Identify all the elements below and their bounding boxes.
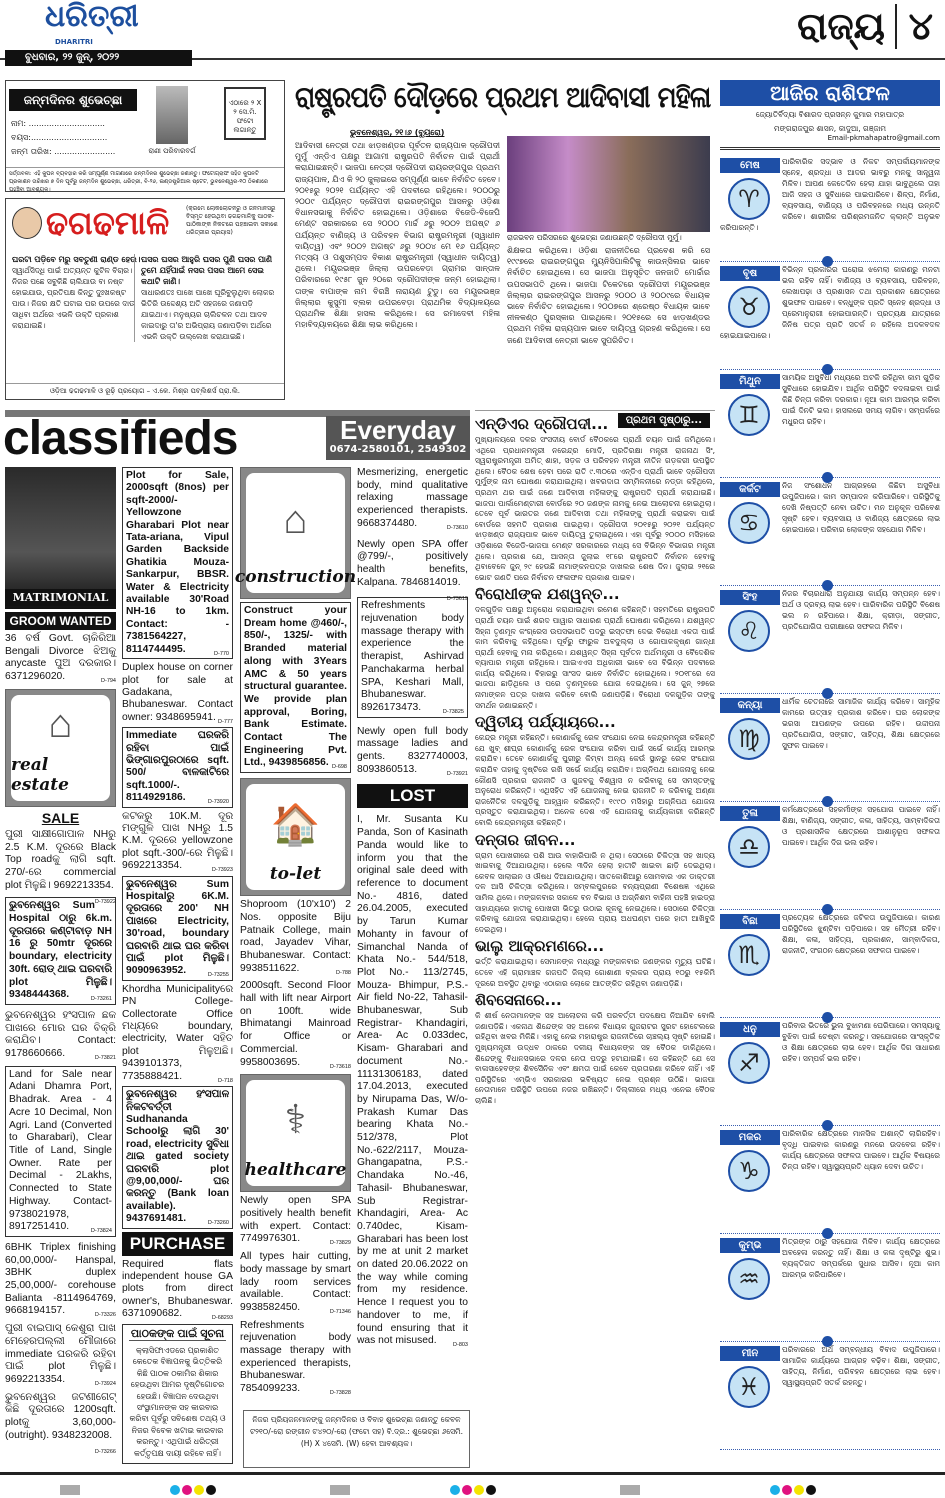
ad-code: D-73922 <box>94 899 116 906</box>
classified-ad <box>5 897 116 1005</box>
registration-mark <box>330 1485 350 1495</box>
proverb-credit: ଓଡ଼ିଆ ଢଗଢମାଳି ଓ ରୂଢ଼ି ପ୍ରୟୋଗ – ଏ.କେ. ମିଶ୍ର ପବ୍ଲିଶର୍ସ ପ୍ରା.ଲି. <box>6 383 284 399</box>
zodiac-sign-icon: ♋ <box>728 502 770 544</box>
zodiac-name: ତୁଳା <box>720 806 780 821</box>
zodiac-name: ମେଷ <box>720 158 780 173</box>
category-pic-icon: ⌂ <box>48 702 73 747</box>
color-registration-mark <box>450 1485 496 1495</box>
cartoon-faces-icon <box>12 207 42 239</box>
ad-text: Newly open full body massage ladies and gents. 8327740003, 8093860513. <box>357 725 468 775</box>
zodiac-name: ମକର <box>720 1130 780 1145</box>
classified-ad <box>357 814 468 1348</box>
classified-ad <box>240 1251 351 1315</box>
zodiac-name: ଧନୁ <box>720 1022 780 1037</box>
ad-text: Refreshments rejuvenation body massage therapy with experience the therapist, Ashirvad Panchakarma herbal SPA, Keshari Mall, Bhubaneswar. 8926173473. <box>361 600 464 713</box>
lead-photo-caption: ରାଜଭବନ ପରିସରରେ ଶୁଭେଚ୍ଛା ଜଣାଉଛନ୍ତି ଦ୍ରୌପଦୀ ମୁର୍ମୁ। <box>507 233 682 242</box>
zodiac-text: ସାମୟିକ ଅସୁବିଧା ମଧ୍ୟରେ ଅଟକି ରହିଥିବା କାମ ଗୁଡ଼ିକ ସୁବିଧାରେ ହୋଇଯିବ। ଆର୍ଥିକ ପରିସ୍ଥିତି ବଦଳାଇବା ପାଇଁ କିଛି ଚିନ୍ତା କରିବା ଦରକାର। ନୂଆ କାମ ଆରମ୍ଭ କରିବା ପାଇଁ ଦିନଟି ଭଲ। ହାସଲରେ ସମୟ ଲାଗିବ। ସମ୍ପର୍କରେ ମଧୁରତା ରହିବ। <box>782 373 940 426</box>
zodiac-text: ପାରିବାରିକ ସଦ୍ଭାବ ଓ ନିକଟ ସମ୍ପର୍କୀୟମାନଙ୍କ ସ୍ନେହ, ଶ୍ରଦ୍ଧା ଓ ଆଦର ଭାବରୁ ମନକୁ ସାନ୍ତ୍ୱନା ମିଳିବ। ଆପଣ କେତେଦିନ ହେଲା ଯାହା ଭାବୁଥିଲେ ତାହା ଆଜି ସହଜ ଓ ସୁବିଧାରେ ପାଇପାରିବେ। ଶିଳ୍ପ, ନିର୍ମାଣ, ବ୍ୟବସାୟ, ବାଣିଜ୍ୟ ଓ ପରିବହନରେ ମଧ୍ୟ ଉନ୍ନତି କରିବେ। ଶାରୀରିକ ପରିଶ୍ରମଜନିତ କ୍ଲାନ୍ତି ଅନୁଭବ କରିପାରନ୍ତି। <box>720 157 940 232</box>
matrimonial-label: MATRIMONIAL <box>5 589 116 606</box>
story-headline: ଭାଲୁ ଆକ୍ରମଣରେ... <box>475 937 605 956</box>
ad-code: D-794 <box>101 678 116 685</box>
zodiac-entry <box>720 588 940 694</box>
ad-text: ଭୁବନେଶ୍ୱର ହଂସପାଳ ଛକ ପାଖରେ ମୋର ଘର ବିକ୍ରି କରାଯିବ। Contact: 9178660666. <box>5 1009 116 1060</box>
category-image-panel <box>234 473 357 593</box>
classified-column-2 <box>122 467 233 1464</box>
zodiac-sign-icon: ♎ <box>728 826 770 868</box>
story-headline: ଦ୍ୱିତୀୟ ପର୍ଯ୍ୟାୟରେ... <box>475 713 616 732</box>
ad-code: D-73828 <box>329 1390 351 1397</box>
category-heading: LOST <box>357 784 468 808</box>
zodiac-text: ପାରିବାରିକ କ୍ଷେତ୍ରରେ ମାନସିକ ଅଶାନ୍ତି ଲାଗିରହିବ। ବୃଦ୍ଧି ପାଇବାର କାରଣରୁ ମନରେ ଉଦବେଗ ରହିବ। କାର୍ଯ୍ୟ କ୍ଷେତ୍ରରେ ସଫଳତା ପାଇବେ। ଆର୍ଥିକ ବିଷୟରେ ଚିନ୍ତା ରହିବ। ସ୍ୱାସ୍ଥ୍ୟପ୍ରତି ଧ୍ୟାନ ଦେବା ଉଚିତ। <box>782 1129 940 1171</box>
ad-code: D-73920 <box>207 799 229 806</box>
ad-code: D-788 <box>336 969 351 976</box>
ad-code: D-73619 <box>446 596 468 603</box>
story-headline: ଶିବସେନାରେ... <box>475 991 562 1010</box>
category-label: healthcare <box>244 1160 347 1181</box>
story-body: ଭର୍ତ୍ତି କରାଯାଇଥିଲା। ସେମାନଙ୍କ ମଧ୍ୟରୁ ମଙ୍ଗଳବାର ଜଣଙ୍କର ମୃତ୍ୟୁ ଘଟିଛି। ତେବେ ଏହି ଗ୍ରାମାଞ୍ଚଳ ଗଜପତି ଜିଲ୍ଲା ଗୋଶାଣୀ ବ୍ଲକର ପ୍ରାୟ ୧୦ରୁ ୧୫କିମି ଦୂରରେ ଅବସ୍ଥିତ ଥିବାରୁ ଏଠାକାର ଲୋକେ ଆତଙ୍କିତ ରହିଥିବା ଜଣାପଡ଼ିଛି। <box>475 957 715 988</box>
reader-notice <box>122 1324 233 1464</box>
ad-text: ଭୁବନେଶ୍ୱର ହଂସପାଳ ନିକଟବର୍ତ୍ତୀ Sudhananda Schoolରୁ ଲାଗି 30' road, electricity ସୁବିଧା ଥାଇ gated society ଘରବାରି plot @9,00,000/- ଘର କରନ୍ତୁ (Bank loan available). 9437691481. <box>126 1089 229 1225</box>
classifieds-title: classifieds <box>3 412 238 465</box>
ad-text: I, Mr. Susanta Ku Panda, Son of Kasinath Panda would like to inform you that the original sale deed with reference to document No.- 4816, dated 26.04.2005, executed by Tarun Kumar Mohanty in favour of Simanchal Nanda of Khata No.- 544/518, Plot No.- 113/2745, Mouza- Bhimpur, P.S.- Air field No-22, Tahasil- Bhubaneswar, Sub Registrar- Khandagiri, Area- Ac 0.033dec, Kisam- Gharabari and document No.- 11131306183, dated 17.04.2013, executed by Nirupama Das, W/o- Prakash Kumar Das bearing Khata No.- 512/378, Plot No.-622/2117, Mouza- Ghangapatna, P.S.- Chandaka No.-46, Tahasil- Bhubaneswar, Sub Registrar- Khandagiri, Area- Ac 0.740dec, Kisam- Gharabari has been lost by me at unit 2 market on dated 20.06.2022 on the way while coming from my residence. Hence I request you to handover to me, if found ensuring that it was not misused. <box>357 814 468 1347</box>
ad-code: D-71346 <box>329 1308 351 1315</box>
story-body: କେନ୍ଦ୍ର ମନ୍ତ୍ରୀ କହିଛନ୍ତି। କୋଣାର୍କକୁ ରେଳ ସଂଯୋଗ ନେଇ କେନ୍ଦ୍ରମନ୍ତ୍ରୀ କହିଛନ୍ତି ଯେ ଖୁବ୍ ଶୀଘ୍ର କୋଣାର୍କକୁ ରେଳ ସଂଯୋଗ କରିବା ପାଇଁ ସର୍ଭେ କାର୍ଯ୍ୟ ଆରମ୍ଭ କରାଯିବ। ତେବେ କୋଣାର୍କକୁ ପୁରୀରୁ କିମ୍ବା ଅନ୍ୟ କେଉଁ ସ୍ଥାନରୁ ରେଳ ସଂଯୋଗ କରାଯିବ ତାହାକୁ ଦୃଷ୍ଟିରେ ରଖି ସର୍ଭେ କାର୍ଯ୍ୟ କରାଯିବ। ଅଗ୍ନିପଥ ଯୋଜନାକୁ ନେଇ କୌଣସି ପ୍ରକାର ରାଜନୀତି ଓ ଗୁଜବକୁ ବିଶ୍ୱାସ ନ କରିବାକୁ ସେ ସମସ୍ତଙ୍କୁ ଅନୁରୋଧ କରିଛନ୍ତି। ଏଥିସହିତ ଏହି ଯୋଜନାକୁ ନେଇ ରାଜନୀତି ନ କରିବାକୁ ଅଣ୍ଣା ରାଜନୈତିକ ଦଳଗୁଡ଼ିକୁ ଆହ୍ୱାନ କରିଛନ୍ତି। ୧୯୯୦ ମସିହାରୁ ଅଗ୍ନିପଥ ଯୋଜନା ପ୍ରସ୍ତୁତ କରାଯାଇଥିଲା। ଅନେକ ଦେଶ ଏହି ଯୋଜନାକୁ କାର୍ଯ୍ୟକାରୀ କରିଛନ୍ତି ବୋଲି କେନ୍ଦ୍ରମନ୍ତ୍ରୀ କହିଛନ୍ତି। <box>475 733 715 827</box>
ad-text: 6BHK Triplex finishing 60,00,000/- Hanspal, 3BHK duplex 25,00,000/- corehouse Balianta -8114964769, 9668194157. <box>5 1241 116 1317</box>
category-image-real-estate <box>5 689 116 807</box>
zodiac-text: ପରିବାରରେ ଅର୍ଥ ସମ୍ବନ୍ଧୀୟ ବିବାଦ ଉପୁଜିପାରେ। ସାମାଜିକ କାର୍ଯ୍ୟରେ ଆଗ୍ରହ ବଢ଼ିବ। ଶିକ୍ଷା, ସଙ୍ଗୀତ, ସାହିତ୍ୟ, ନିର୍ମାଣ, ପରିବହନ କ୍ଷେତ୍ରରେ ଲାଭ ହେବ। ସ୍ୱାସ୍ଥ୍ୟପ୍ରତି ସତର୍କ ରହନ୍ତୁ। <box>782 1345 940 1387</box>
dob-field: ଜନ୍ମ ତାରିଖ: ........................ <box>11 147 116 156</box>
zodiac-sign-icon: ♊ <box>728 394 770 436</box>
classified-ad <box>5 633 116 684</box>
classified-ad <box>122 662 233 724</box>
sample-child-photo <box>156 86 188 144</box>
lead-headline: ରାଷ୍ଟ୍ରପତି ଦୌଡ଼ରେ ପ୍ରଥମ ଆଦିବାସୀ ମହିଳା <box>295 80 711 114</box>
zodiac-sign-icon: ♓ <box>728 1366 770 1408</box>
zodiac-entry <box>720 1128 940 1234</box>
zodiac-text: ନିଜର ବିଚାରଧାରା ଅନୁଯାୟୀ କାର୍ଯ୍ୟ ସମ୍ପନ୍ନ ହେବ। ଅର୍ଥ ଓ ଦ୍ରବ୍ୟ ଲାଭ ହେବ। ପାରିବାରିକ ପରିସ୍ଥିତି ବିଶେଷ ଭଲ ନ ରହିପାରେ। ଶିକ୍ଷା, କ୍ରୀଡ଼ା, ସଙ୍ଗୀତ, ପ୍ରତିଯୋଗିତା ପରୀକ୍ଷାରେ ସଫଳତା ମିଳିବ। <box>782 589 940 631</box>
classified-ad <box>357 597 468 717</box>
zodiac-entry <box>720 264 940 370</box>
reader-notice-text: କ୍ଲାସିଫାଏଡରେ ପ୍ରକାଶିତ କେତେକ ବିଜ୍ଞାପନକୁ ଭିତ୍ତିକରି କିଛି ପାଠକ ଠକାମିର ଶିକାର ହେଉଥିବା ଆମର ଦୃଷ୍ଟିଗୋଚର ହେଉଛି। ବିଜ୍ଞାପନ ଦେଉଥିବା ସଂସ୍ଥାମାନଙ୍କ ସହ କାରବାର କରିବା ପୂର୍ବରୁ ସବିଶେଷ ତଥ୍ୟ ଓ ନିଜର ବିବେକ ଖଟାଇ କାରବାର କରନ୍ତୁ। ଏଥିପାଇଁ ଧରିତ୍ରୀ କର୍ତ୍ତୃପକ୍ଷ ଦାୟୀ ରହିବେ ନାହିଁ। <box>129 1346 226 1458</box>
zodiac-sign-icon: ♒ <box>728 1258 770 1300</box>
everyday-label: Everyday <box>340 415 456 445</box>
ad-code: D-73923 <box>211 867 233 874</box>
zodiac-text: ବିଭିନ୍ନ ପ୍ରକାରର ଘରୋଇ ଝମେଲା କାରଣରୁ ମନଟା ଭଲ ରହିବ ନାହିଁ। ବାଣିଜ୍ୟ ଓ ବ୍ୟବସାୟ, ପରିବହନ, ଲେଖାପଢ଼ା ଓ ପ୍ରଶାସନ ତଥା ପ୍ରକାଶନ କ୍ଷେତ୍ରରେ ଶୁଭଫଳ ପାଇବେ। ବନ୍ଧୁଙ୍କ ପ୍ରତି ସ୍ନେହ ଶ୍ରଦ୍ଧା ଓ ପ୍ରେମାନୁରାଗୀ ହୋଇପାରନ୍ତି। ପ୍ରତ୍ୟକ୍ଷ ଯାତ୍ରାରେ ଜିନିଷ ପତ୍ର ପ୍ରତି ସତର୍କ ନ ରହିଲେ ଅଦଳବଦଳ ହୋଇଯାଇପାରେ। <box>720 265 940 340</box>
zodiac-sign-icon: ♑ <box>728 1150 770 1192</box>
category-pic-icon: ⌂ <box>283 497 308 542</box>
proverb-tagline: (କ୍ରମେ ଲୋକଲୋଚନରୁ ଓ ଜନମାନସରୁ ବିସ୍ମୃତ ହେଉଥିବା ଢଗଢମାଳିକୁ ପାଠକ-ପାଠିକାଙ୍କ ନିକଟରେ ପହଞ୍ଚାଇବା ସକାଶେ ଧରିତ୍ରୀର ପ୍ରୟାସ) <box>186 205 278 236</box>
category-image-healthcare <box>240 1074 351 1192</box>
classified-ad <box>240 1195 351 1246</box>
zodiac-name: କୁମ୍ଭ <box>720 1238 780 1253</box>
classified-ad <box>357 467 468 531</box>
zodiac-entry <box>720 1236 940 1342</box>
classifieds-contact <box>326 416 470 460</box>
ad-code: D-73260 <box>207 1220 229 1227</box>
zodiac-entry <box>720 480 940 586</box>
zodiac-name: କର୍କଟ <box>720 482 780 497</box>
proverb-right-head: ଘସର ଘସର ଆହୁରି ଘସର ପୁଣି ଘସର ପାଣି ତୁମେ ଯହିଁପାଇଁ ନସର ପସର ଆମେ ସେଇ କଥାଟି ଜାଣି। <box>141 255 272 286</box>
category-image-panel <box>246 1080 345 1186</box>
ad-code: D-803 <box>453 1342 468 1349</box>
color-registration-mark <box>770 1485 816 1495</box>
story-headline: ବିରୋଧୀଙ୍କ ଯଶୱନ୍ତ... <box>475 585 620 604</box>
ad-code: D-73825 <box>442 708 464 715</box>
proverb-left-head: ଘରଟା ପଡ଼ିବେ ମରୁ ସବତୁଣୀ ରାଣ୍ଡ ହେଉ। <box>12 255 141 264</box>
lead-body-col1: ଆଦିବାସୀ ନେତ୍ରୀ ତଥା ଝାଡ଼ଖଣ୍ଡର ପୂର୍ବତନ ରାଜ୍ୟପାଳ ଦ୍ରୌପଦୀ ମୁର୍ମୁ ଏନ୍‌ଡିଏ ପକ୍ଷରୁ ଆଗାମୀ ରାଷ୍ଟ୍ରପତି ନିର୍ବାଚନ ପାଇଁ ପ୍ରାର୍ଥୀ କରାଯାଇଛନ୍ତି। ଭାଜପା ନେତ୍ରୀ ଦ୍ରୌପଦୀ ରାୟରଙ୍ଗପୁର ପ୍ରଥମ ରାଜ୍ୟପାଳ, ଯିଏ କି ୨୦ ଜୁଲାଇରେ ସମ୍ପୂର୍ଣ୍ଣ ଭାବେ ନିର୍ବାଚିତ ହେବେ। ୨୦୧୫ରୁ ୨୦୨୧ ପର୍ଯ୍ୟନ୍ତ ଏହି ପଦବୀରେ ରହିଥିଲେ। ୨୦୦୦ରୁ ୨୦୦୯ ପର୍ଯ୍ୟନ୍ତ ଦ୍ରୌପଦୀ ରାଇରଙ୍ଗପୁର ଆସନରୁ ଓଡ଼ିଶା ବିଧାନସଭାକୁ ନିର୍ବାଚିତ ହୋଇଥିଲେ। ଓଡ଼ିଶାରେ ବିଜେଡି-ବିଜେପି ମେଣ୍ଟ ସରକାରରେ ସେ ୨୦୦୦ ମାର୍ଚ୍ଚ ୬ରୁ ୨୦୦୨ ଅଗଷ୍ଟ ୬ ପର୍ଯ୍ୟନ୍ତ ବାଣିଜ୍ୟ ଓ ପରିବହନ ବିଭାଗ ରାଷ୍ଟ୍ରମନ୍ତ୍ରୀ (ସ୍ୱାଧୀନ ଦାୟିତ୍ୱ) ଏବଂ ୨୦୦୨ ଅଗଷ୍ଟ ୬ରୁ ୨୦୦୪ ମେ ୧୬ ପର୍ଯ୍ୟନ୍ତ ମତ୍ସ୍ୟ ଓ ପଶୁସମ୍ପଦ ବିକାଶ ରାଷ୍ଟ୍ରମନ୍ତ୍ରୀ (ସ୍ୱାଧୀନ ଦାୟିତ୍ୱ) ଥିଲେ। ମୟୂରଭଞ୍ଜ ଜିଲ୍ଲା ଉପରବେଡ଼ା ଗ୍ରାମର ସାନ୍ତାଳ ପରିବାରରେ ୧୯୫୮ ଜୁନ ୨୦ରେ ଦ୍ରୌପଦୀଙ୍କ ଜନ୍ମ ହୋଇଥିଲା। ତାଙ୍କ ବାପାଙ୍କ ନାମ ବିରଞ୍ଚି ନାରାୟଣ ଟୁଡୁ। ସେ ମୟୂରଭଞ୍ଜ ଜିଲ୍ଲାର କୁସୁମୀ ବ୍ଲକ ଉପରବେଡ଼ା ପ୍ରାଥମିକ ବିଦ୍ୟାଳୟରେ ପ୍ରାଥମିକ ଶିକ୍ଷା ହାସଲ କରିଥିଲେ। ସେ ରମାଦେବୀ ମହିଳା ମହାବିଦ୍ୟାଳୟରେ ଶିକ୍ଷା ଲାଭ କରିଥିଲେ। <box>295 141 500 330</box>
ad-code: D-73618 <box>329 1063 351 1070</box>
ad-code: D-73924 <box>94 1380 116 1387</box>
ad-code: D-73255 <box>207 972 229 979</box>
zodiac-entry <box>720 156 940 262</box>
story-list <box>475 411 715 1106</box>
category-heading: GROOM WANTED <box>5 612 116 630</box>
logo-english: DHARITRI <box>55 38 93 46</box>
category-image-panel <box>246 784 345 890</box>
zodiac-sign-icon: ♉ <box>728 286 770 328</box>
page-number: ୪ <box>895 4 933 49</box>
matrimonial-image <box>5 467 116 609</box>
classified-ad <box>357 538 468 603</box>
ad-text: ପୁରୀ ବାଇପାସ୍ କେଶୁରା ପାଖ ମେହେରପଲ୍ଲୀ ମୌଜାରେ immediate ଘରକରି ରହିବା ପାଇଁ plot ମିଳୁଛି। 9692213354. <box>5 1323 116 1385</box>
ad-code: D-73921 <box>446 770 468 777</box>
category-pic-icon: 🏠 <box>270 802 321 847</box>
ad-text: Refreshments rejuvenation body massage therapy with experienced therapists, Bhubaneswar. 7854099233. <box>240 1319 351 1395</box>
classified-ad <box>240 1320 351 1396</box>
classified-ad <box>122 811 233 873</box>
zodiac-sign-icon: ♏ <box>728 934 770 976</box>
name-field: ନାମ: .............................. <box>11 119 105 128</box>
ad-code: D-73610 <box>446 524 468 531</box>
classified-ad <box>122 467 233 659</box>
zodiac-text: ମିତ୍ରଙ୍କ ଠାରୁ ସହଯୋଗ ମିଳିବ। କାର୍ଯ୍ୟ କ୍ଷେତ୍ରରେ ଅବହେଳା କରନ୍ତୁ ନାହିଁ। ଶିକ୍ଷା ଓ କଳା ଦୃଷ୍ଟିରୁ ଶୁଭ। ବ୍ୟକ୍ତିଗତ ସମ୍ପର୍କରେ ସୁଧାର ଆସିବ। ନୂଆ କାମ ଆରମ୍ଭ କରିପାରିବେ। <box>782 1237 940 1279</box>
classified-ad <box>357 726 468 777</box>
category-pic-icon: ⚕ <box>284 1098 307 1143</box>
ad-text: ଭୁବନେଶ୍ୱର Sum Hospitalରୁ 6K.M. ଦୂରତାରେ 200' NH ପାଖରେ Electricity, 30'road, boundary ଘରବାରି ଥାଇ ଘର କରିବା ପାଇଁ plot ମିଳୁଛି। 9090963952. <box>126 878 229 977</box>
zodiac-list <box>720 156 940 1450</box>
story-headline: ଏନ୍‌ଡିଏର ଦ୍ରୌପଦୀ... <box>475 415 609 433</box>
classified-ad <box>122 1086 233 1228</box>
zodiac-entry <box>720 1344 940 1450</box>
ad-text: ପୁରୀ ସାକ୍ଷୀଗୋପାଳ NHରୁ 2.5 K.M. ଦୂରରେ Black Top roadକୁ ଲାଗି sqft. 270/-ରେ commercial plot ମିଳୁଛି। 9692213354. <box>5 828 116 891</box>
classifieds-phone: 0674-2580101, 2549302 <box>329 444 467 455</box>
ad-text: ଭୁବନେଶ୍ୱର ଜଟଣୀଗେଟ୍ କିଛି ଦୂରତାରେ 1200sqft. plotକୁ 3,60,000- (outright). 9348232008. <box>5 1391 116 1441</box>
story-body: କି ଶୀର୍ଷ ନେତାମାନଙ୍କ ସହ ଆଲୋଚନା କରି ପରବର୍ତ୍ତୀ ପଦକ୍ଷେପ ନିଆଯିବ ବୋଲି ଜଣାପଡ଼ିଛି। ଏକନାଥ ଶିନ୍ଦେଙ୍କ ସହ ଅନେକ ବିଧାୟକ ଗୁଜରାଟର ସୁରଟ ହୋଟେଲରେ ରହିଥିବା ଖବର ମିଳିଛି। ଏହାକୁ ନେଇ ମହାରାଷ୍ଟ୍ର ରାଜନୀତିରେ ଚାଞ୍ଚଲ୍ୟ ସୃଷ୍ଟି ହୋଇଛି। ମୁଖ୍ୟମନ୍ତ୍ରୀ ଉଦ୍ଧବ ଠାକରେ ଦଳୀୟ ବିଧାୟକଙ୍କ ସହ ବୈଠକ ଡାକିଥିଲେ। ଶିନ୍ଦେଙ୍କୁ ବିଧାନସଭାରେ ଦଳର ନେତା ପଦରୁ ହଟାଯାଇଛି। ସେ କହିଛନ୍ତି ଯେ ସେ ବାଳାସାହେବଙ୍କ ଶିବସୈନିକ ଏବଂ କ୍ଷମତା ପାଇଁ କେବେ ପ୍ରତାରଣା କରିବେ ନାହିଁ। ଏହି ପରିସ୍ଥିତିରେ ଏମ୍‌ଭିଏ ସରକାରର ଭବିଷ୍ୟତ ନେଇ ପ୍ରଶ୍ନ ଉଠିଛି। ଭାଜପା ନେତାମାନେ ପରିସ୍ଥିତି ଉପରେ ନଜର ରଖିଛନ୍ତି। ଦିଲ୍ଲୀରେ ମଧ୍ୟ ଏନେଇ ବୈଠକ ଚାଲିଛି। <box>475 1011 715 1105</box>
ad-code: D-73829 <box>329 1240 351 1247</box>
ad-text: Newly open SPA offer @799/-, positively health benefits, Kalpana. 7846814019. <box>357 538 468 588</box>
zodiac-entry <box>720 1020 940 1126</box>
story-body: ଦଳଗୁଡ଼ିକ ପକ୍ଷରୁ ଅନୁରୋଧ କରାଯାଇଥିବା ରମେଶ କହିଛନ୍ତି। ସହମତିରେ ରାଷ୍ଟ୍ରପତି ପ୍ରାର୍ଥୀ ଚୟନ ପାଇଁ ଶରଦ ପାୱାର ସାଧାରଣ ପ୍ରାର୍ଥୀ ଘୋଷଣା କରିଥିଲେ। ଯଶୱନ୍ତ ସିହ୍ନା ତୃଣମୂଳ କଂଗ୍ରେସ ଉପସଭାପତି ପଦରୁ ଇସ୍ତଫା ଦେଇ ବିରୋଧୀ ଏକତା ପାଇଁ କାମ କରିବାକୁ କହିଥିଲେ। ପୂର୍ବରୁ ଫାରୁକ ଅବଦୁଲ୍ଲା ଓ ଗୋପାଳକୃଷ୍ଣ ଗାନ୍ଧୀ ପ୍ରାର୍ଥୀ ହେବାକୁ ମନା କରିଥିଲେ। ଯଶୱନ୍ତ ସିହ୍ନା ପୂର୍ବତନ ଅର୍ଥମନ୍ତ୍ରୀ ଓ ବୈଦେଶିକ ବ୍ୟାପାର ମନ୍ତ୍ରୀ ରହିଥିଲେ। ଆଇଏଏସ ଅଧିକାରୀ ଭାବେ ସେ ବିଭିନ୍ନ ପଦବୀରେ କାର୍ଯ୍ୟ କରିଥିଲେ। ବିହାରରୁ ସାଂସଦ ଭାବେ ନିର୍ବାଚିତ ହୋଇଥିଲେ। ୨୦୧୮ରେ ସେ ଭାଜପା ଛାଡ଼ିଥିଲେ ଓ ପରେ ତୃଣମୂଳରେ ଯୋଗ ଦେଇଥିଲେ। ସେ ଜୁନ୍ ୨୭ରେ ନାମାଙ୍କନ ପତ୍ର ଦାଖଲ କରିବେ ବୋଲି ଜଣାପଡ଼ିଛି। ବିରୋଧୀ ଦଳଗୁଡ଼ିକ ତାଙ୍କୁ ସମର୍ଥନ ଜଣାଇଛନ୍ତି। <box>475 605 715 710</box>
zodiac-entry <box>720 696 940 802</box>
divider <box>720 147 940 150</box>
astrologer-name: ଜ୍ୟୋତିର୍ବିଦ୍ୟା ବିଶାରଦ ପ୍ରସନ୍ନ କୁମାର ମହାପାତ୍ର <box>755 110 905 119</box>
classified-ad <box>5 828 116 906</box>
classified-column-4 <box>357 467 468 1356</box>
proverb-left-text: ସ୍ୱାର୍ଥସିଦ୍ଧି ପାଇଁ ଅତ୍ୟନ୍ତ କୁଟିଳ ବିଚାର। ନିଜର ପଛେ ସବୁକିଛି ଚାଲିଯାଉ ବା ନଷ୍ଟ ହୋଇଯାଉ, ପ୍ରତିପକ୍ଷ କିନ୍ତୁ ଦୁଃଖକଷ୍ଟ ପାଉ। ନିଜର କ୍ଷତି ଘଟାଇ ପର ଉପରେ ଦାଉ ସାଧିବା ଅର୍ଥରେ ଏଭଳି ଉକ୍ତି ପ୍ରକାଶ କରାଯାଇଛି। <box>12 266 136 330</box>
classified-ad <box>240 602 351 773</box>
classified-ad <box>5 1066 116 1237</box>
registration-mark <box>60 1485 80 1495</box>
ad-code: D-73821 <box>94 1055 116 1062</box>
ad-code: D-73326 <box>94 1312 116 1319</box>
astrologer-address: ମଙ୍ଗରାଜପୁର ଶାସନ, କାଦୁଆ, ଗଞ୍ଜାମ <box>774 124 886 133</box>
classified-ad <box>122 876 233 981</box>
classified-ad <box>5 1010 116 1061</box>
zodiac-text: ଧାର୍ମିକ ଚେତନାରେ ସାମାଜିକ କାର୍ଯ୍ୟ କରିବେ। ସାମୂହିକ କାମରେ ଉତ୍ସାହ ପ୍ରକାଶ କରିବେ। ଘର ଲୋକଙ୍କ ଭରସା ଆପଣଙ୍କ ଉପରେ ରହିବ। ଉଦ୍ଦୀପନା ପ୍ରତିଯୋଗିତା, ସଙ୍ଗୀତ, ସାହିତ୍ୟ, ଶିକ୍ଷା କ୍ଷେତ୍ରରେ ସୁଫଳ ପାଇବେ। <box>782 697 940 750</box>
greetings-ad: ନିଜର ପ୍ରିୟଜନମାନଙ୍କୁ ଜନ୍ମଦିନର ଓ ବିବାହ ଶୁଭେଚ୍ଛା ଜଣାନ୍ତୁ କେବଳ ଟ୨୧୦/-ରୋ ରଙ୍ଗୀନ ଟ୪୨୦/-ରୋ (ଫଟୋ ସହ) ବି.ଦ୍ର.: ଶୁଭେଚ୍ଛା ୬ସେମି. (H) X ୪ସେମି. (W) ହେବା ଆବଶ୍ୟକ। <box>243 1410 470 1468</box>
zodiac-name: ସିଂହ <box>720 590 780 605</box>
zodiac-text: ନିଜ ସଂଶୋଧନ ଆଗ୍ରହରେ କିଛିଟା ଅସୁବିଧା ଉପୁଜିପାରେ। କାମ ସମ୍ପାଦନ କରିପାରିବେ। ପରିସ୍ଥିତିକୁ ଦେଖି ନିଷ୍ପତ୍ତି ନେବା ଉଚିତ। ମନ ଅନୁକୂଳ ପରିବେଶ ସୃଷ୍ଟି ହେବ। ବ୍ୟବସାୟ ଓ ବାଣିଜ୍ୟ କ୍ଷେତ୍ରରେ ଲାଭ ହୋଇପାରେ। ପରିବାର ଲୋକଙ୍କ ସହଯୋଗ ମିଳିବ। <box>782 481 940 534</box>
classified-ad <box>5 1391 116 1456</box>
classified-ad <box>240 980 351 1069</box>
zodiac-name: ମୀନ <box>720 1346 780 1361</box>
zodiac-sign-icon: ♌ <box>728 610 770 652</box>
continued-news-column <box>475 410 715 1470</box>
dateline: ଭୁବନେଶ୍ୱର, ୨୧।୬ (ବ୍ୟୁରୋ) <box>350 128 445 137</box>
ad-code: D-68293 <box>211 1315 233 1322</box>
classified-ad <box>122 984 233 1083</box>
proverb-box <box>5 198 285 400</box>
category-label: construction <box>234 567 357 587</box>
classified-ad <box>122 1259 233 1321</box>
ad-code: D-73261 <box>90 996 112 1003</box>
classified-ad <box>5 1323 116 1387</box>
continued-from-front-label: ପ୍ରଥମ ପୃଷ୍ଠାରୁ... <box>618 413 710 428</box>
zodiac-name: କନ୍ୟା <box>720 698 780 713</box>
ad-text: 36 ବର୍ଷ Govt. ଚାକିରିଆ Bengali Divorce ଝିଅକୁ anycaste ପୁଅ ଦରକାର। 6371296020. <box>5 633 116 683</box>
astrologer-email: Email-pkmahapatro@gmail.com <box>827 134 940 142</box>
story-headline: ଦନ୍ତାର ଜୀବନ... <box>475 830 576 849</box>
category-label: real estate <box>11 754 69 795</box>
category-image-construction <box>234 467 357 599</box>
issue-date: ବୁଧବାର, ୨୨ ଜୁନ୍, ୨୦୨୨ <box>5 50 192 66</box>
ad-text: ଭୁବନେଶ୍ୱର Sum Hospital ଠାରୁ 6k.m. ଦୂରତାରେ କଣ୍ଟାବାଡ଼ NH 16 ରୁ 50mtr ଦୂରରେ boundary, electricity 30ft. ରୋଡ୍ ଥାଇ ଘରବାରି plot ମିଳୁଛି। 9348444368. <box>9 900 112 1001</box>
story-body: ଗ୍ରାମ ପୋଖରୀରେ ପଶି ଆଉ ବାହାରିପାରି ନ ଥିଲା। ସେଠାରେ ଚିକିତ୍ସା ସହ ଖାଦ୍ୟ ଖାଇବାକୁ ଦିଆଯାଉଥିଲା। ହେଲେ ୩ଦିନ ହେଲା ହାତୀଟି ଖାଇବା ଛାଡ଼ି ଦେଇଥିଲା। କେବଳ ସାଲାଇନ ଓ ଔଷଧ ଦିଆଯାଉଥିଲା। ସାତକୋଶିଆରୁ ସୋମବାର ଏକ ଡାକ୍ତରୀ ଦଳ ଆସି ଚିକିତ୍ସା କରିଥିଲେ। ସମ୍ବଲପୁରରେ ବନ୍ୟପ୍ରାଣୀ ବିଶେଷଜ୍ଞ ଏଥିରେ ସାମିଲ ଥିଲେ। ମଙ୍ଗଳବାର ସକାଳେ ବନ ବିଭାଗ ଓ ଅଗ୍ନିଶମ ବାହିନୀ ପହଞ୍ଚି ହାଇଡ୍ରା ସାହାଯ୍ୟରେ ହାତୀକୁ ପୋଖରୀ ଭିତରୁ ଉଠାଇ କୂଳକୁ ନେଇଥିଲେ। ସେଠାରେ ଚିକିତ୍ସା କରିବାକୁ ଯୋଜନା କରାଯାଇଥିଲା। ହେଲେ ପ୍ରାୟ ଅଧଘଣ୍ଟା ପରେ ହାତୀ ଆଖିବୁଜି ଦେଇଥିଲା। <box>475 850 715 934</box>
ad-text: 2000sqft. Second Floor hall with lift near Airport on 100ft. wide Bhimatangi Mainroad for Office or Commercial. 9958003695. <box>240 980 351 1068</box>
ad-text: Immediate ଘରକରି ରହିବା ପାଇଁ ଭିଙ୍ଗାରପୁରଠାରେ sqft. 500/ ବାଳକାଟିରେ sqft.1000/-. 8114929186. <box>126 730 229 804</box>
category-image-panel <box>11 695 110 801</box>
zodiac-text: ପରିବାର ଭିତରେ ଭୁଲ ବୁଝାମଣା ଘେରିପାରେ। ସମସ୍ୟାକୁ ବୁଝିବା ପାଇଁ ଚେଷ୍ଟା କରନ୍ତୁ। ସହଯୋଗରେ ସାଂସ୍କୃତିକ ଓ ଶିକ୍ଷା କ୍ଷେତ୍ରରେ ଲାଭ ହେବ। ଆର୍ଥିକ ଦିଗ ସାଧାରଣ ରହିବ। ସମ୍ପର୍କ ଭଲ ରହିବ। <box>782 1021 940 1063</box>
zodiac-text: ପ୍ରତ୍ୟେକ କ୍ଷେତ୍ରରେ ଜଟିଳତା ଉପୁଜିପାରେ। କାରଣ ପରିସ୍ଥିତିରେ ଝୁଣ୍ଟିବା ପଡ଼ିପାରେ। ସହ ମୈତ୍ରୀ ରହିବ। ଶିକ୍ଷା, କଳା, ସାହିତ୍ୟ, ପ୍ରକାଶନ, ସାମ୍ବାଦିକତା, ରାଜନୀତି, ସଂଗଠନ କ୍ଷେତ୍ରରେ ସଫଳତା ପାଇବେ। <box>782 913 940 955</box>
proverb-title: ଢଗଢମାଳି <box>46 204 170 242</box>
classified-column-3 <box>234 467 357 1401</box>
color-registration-mark <box>170 1485 216 1495</box>
lead-body-col2: ଶିକ୍ଷକତା କରିଥିଲେ। ଓଡ଼ିଶା ରାଜନୀତିରେ ପ୍ରବେଶ କରି ସେ ୧୯୯୭ରେ ରାଇରଙ୍ଗପୁର ମ୍ୟୁନିସିପାଲିଟିକୁ କାଉନ୍ସିଲର ଭାବେ ନିର୍ବାଚିତ ହୋଇଥିଲେ। ସେ ଭାଜପା ଅନୁସୂଚିତ ଜନଜାତି ମୋର୍ଚ୍ଚାର ଉପସଭାପତି ଥିଲେ। ଭାଜପା ଟିକେଟରେ ଦ୍ରୌପଦୀ ମୟୂରଭଞ୍ଜ ଜିଲ୍ଲାର ରାଇରଙ୍ଗପୁର ଆସନରୁ ୨୦୦୦ ଓ ୨୦୦୯ରେ ବିଧାୟକ ଭାବେ ନିର୍ବାଚିତ ହୋଇଥିଲେ। ୨୦୦୭ରେ ଶ୍ରେଷ୍ଠ ବିଧାୟକ ଭାବେ ନୀଳକଣ୍ଠ ପୁରସ୍କାର ପାଇଥିଲେ। ୨୦୧୫ରେ ସେ ଝାଡ଼ଖଣ୍ଡର ପ୍ରଥମ ମହିଳା ରାଜ୍ୟପାଳ ଭାବେ ଦାୟିତ୍ୱ ଗ୍ରହଣ କରିଥିଲେ। ସେ ଜଣେ ଆଦିବାସୀ ନେତ୍ରୀ ଭାବେ ସୁପରିଚିତ। <box>507 246 710 345</box>
classified-column-1 <box>5 467 116 1459</box>
ad-text: କଟକରୁ 10K.M. ଦୂର ମଙ୍ଗୁଳି ପାଖ NHରୁ 1.5 K.M. ଦୂରରେ yellowzone plot sqft.-300/-ରେ ମିଳୁଛି। 9692213354. <box>122 810 233 872</box>
logo-text: ଧରିତ୍ରୀ <box>45 0 139 34</box>
lead-photo <box>507 136 710 232</box>
ad-code: D-777 <box>218 718 233 725</box>
category-heading: SALE <box>41 809 80 826</box>
ad-text: Construct your Dream home @460/-, 850/-, 1325/- with Branded material along with 3Years AMC & 50 years structural guarantee. We provide plan approval, Boring, Bank Estimate. Contact The Engineering Pvt. Ltd., 9439856856. <box>244 605 347 769</box>
story-body: ମୁଖ୍ୟାଳୟରେ ଦଳର ସଂସଦୀୟ ବୋର୍ଡ ବୈଠକରେ ପ୍ରାର୍ଥୀ ଚୟନ ପାଇଁ ଜମିଥିଲେ। ଏଥିରେ ପ୍ରଧାନମନ୍ତ୍ରୀ ନରେନ୍ଦ୍ର ମୋଦି, ପ୍ରତିରକ୍ଷା ମନ୍ତ୍ରୀ ରାଜନାଥ ସିଂ, ସ୍ୱରାଷ୍ଟ୍ରମନ୍ତ୍ରୀ ଅମିତ୍ ଶାହା, ସଡ଼କ ଓ ପରିବହନ ମନ୍ତ୍ରୀ ନୀତିନ ଗଡ଼କରୀ ଉପସ୍ଥିତ ଥିଲେ। ବୈଠକ ଶେଷ ହେବା ପରେ ରାତି ୯.୩୦ରେ ଏନ୍‌ଡିଏ ପ୍ରାର୍ଥୀ ଭାବେ ଦ୍ରୌପଦୀ ମୁର୍ମୁଙ୍କ ନାମ ଘୋଷଣା କରାଯାଇଥିଲା। ଖବରଦାତା ସମ୍ମିଳନୀରେ ନଡ୍ଡା କହିଥିଲେ, ପ୍ରଥମ ଥର ପାଇଁ ଜଣେ ଆଦିବାସୀ ମହିଳାଙ୍କୁ ରାଷ୍ଟ୍ରପତି ପ୍ରାର୍ଥୀ କରାଯାଇଛି। ଭାଜପା ପାର୍ଲାମେଣ୍ଟାରୀ ବୋର୍ଡରେ ୨୦ ଜଣଙ୍କ ନାମକୁ ନେଇ ଆଲୋଚନା ହୋଇଥିଲା। ତେବେ ପୂର୍ବ ଭାରତର ଜଣେ ଆଦିବାସୀ ତଥା ମହିଳାଙ୍କୁ ପ୍ରାର୍ଥୀ କରାଇବା ପାଇଁ ବୋର୍ଡରେ ସହମତି ପ୍ରକାଶ ପାଇଥିଲା। ଦ୍ରୌପଦୀ ୨୦୧୫ରୁ ୨୦୨୧ ପର୍ଯ୍ୟନ୍ତ ଝାଡ଼ଖଣ୍ଡ ରାଜ୍ୟପାଳ ଭାବେ ଦାୟିତ୍ୱ ତୁଲାଇଥିଲେ। ଏହା ପୂର୍ବରୁ ୨୦୦୦ ମସିହାରେ ଓଡ଼ିଶାରେ ବିଜେଡି-ଭାଜପା ମେଣ୍ଟ ସରକାରରେ ମଧ୍ୟ ସେ ବିଭିନ୍ନ ବିଭାଗର ମନ୍ତ୍ରୀ ଥିଲେ। ପ୍ରକାଶ ଯେ, ଆସନ୍ତା ଜୁଲାଇ ୧୮ରେ ରାଷ୍ଟ୍ରପତି ନିର୍ବାଚନ ହେବାକୁ ଥିବାବେଳେ ଜୁନ୍ ୨୯ ହେଉଛି ନାମାଙ୍କନପତ୍ର ଦାଖଲର ଶେଷ ଦିନ। ଜୁଲାଇ ୨୧ରେ ଭୋଟ ଗଣତି ପରେ ନିର୍ବାଚନ ଫଳାଫଳ ପ୍ରକାଶ ପାଇବ। <box>475 435 715 582</box>
category-label: to-let <box>269 864 322 885</box>
photo-slot: ଏଠାରେ ୨ X ୨ ସେ.ମି. ଫଟୋ ଲଗାନ୍ତୁ <box>224 87 266 140</box>
category-image-to-let <box>240 778 351 896</box>
ad-code: D-718 <box>218 1077 233 1084</box>
ad-text: Required flats independent house GA plots from direct owner's, Bhubaneswar. 6371090682. <box>122 1258 233 1320</box>
horoscope-title: ଆଜିର ରାଶିଫଳ <box>720 80 940 106</box>
reader-notice-title: ପାଠକଙ୍କ ପାଇଁ ସୂଚନା <box>130 1327 225 1340</box>
footer-rule <box>0 1472 945 1475</box>
ad-code: D-770 <box>214 650 229 657</box>
ad-text: Duplex house on corner plot for sale at Gadakana, Bhubaneswar. Contact owner: 9348695941. <box>122 662 233 723</box>
classified-ad <box>122 727 233 807</box>
zodiac-text: କର୍ମକ୍ଷେତ୍ରରେ ସହକର୍ମୀଙ୍କ ସହଯୋଗ ପାଇବେ ନାହିଁ। ଶିକ୍ଷା, ବାଣିଜ୍ୟ, ସଙ୍ଗୀତ, କଳା, ସାହିତ୍ୟ, ସାମ୍ବାଦିକତା ଓ ପ୍ରଶାସନିକ କ୍ଷେତ୍ରରେ ଆଶାନୁରୂପ ସଫଳତା ପାଇବେ। ଆର୍ଥିକ ଦିଗ ଭଲ ରହିବ। <box>782 805 940 847</box>
ad-text: Plot for Sale, 2000sqft (8nos) per sqft-2000/- Yellowzone Gharabari Plot near Tata-ariana, Vipul Garden Backside Ghatikia Mouza- Sankarpur, BBSR. Water & Electricity available 30'Road NH-16 to 1km. Contact: - 7381564227, 8114744495. <box>126 470 229 655</box>
ad-code: D-73824 <box>90 1228 112 1235</box>
ad-text: Shoproom (10'x10') 2 Nos. opposite Biju Patnaik College, main road, Jayadev Vihar, Bhubaneswar. Contact: 9938511622. <box>240 899 351 974</box>
proverb-right-text: ସାଧାରଣତଃ ପାଖେ ପାଖେ ଘୂରିବୁଲୁଥିବା ଲୋକର ଭିତିରି ଉଦ୍ଦେଶ୍ୟ ଅତି ସହଜରେ ଜଣାପଡ଼ି ଯାଇଥାଏ। ମନୁଷ୍ୟର ଚାଲିଚଳନ ତଥା ଆଦବ କାଇଦାରୁ ତା'ର ଅଭିପ୍ରାୟ ଜଣାପଡ଼ିବା ଅର୍ଥରେ ଏଭଳି ଉକ୍ତି ଉଲ୍ଲେଖ କରାଯାଇଛି। <box>141 288 275 341</box>
coupon-terms: ସର୍ତ୍ତାବଳୀ: ଏହି କୁପନ ବ୍ୟବହାର କରି ସମ୍ପୂର୍ଣ୍ଣ ମାଗଣାରେ ଜନ୍ମଦିନର ଶୁଭେଚ୍ଛା ଜଣାନ୍ତୁ। ଫଟୋଗ୍ରାଫ ସହିତ କୁପନଟି ପ୍ରକାଶନ ତାରିଖର ୭ ଦିନ ପୂର୍ବରୁ ଜନ୍ମଦିନ ଶୁଭେଚ୍ଛା, ଧରିତ୍ରୀ, ବି-୨୬, ଇଣ୍ଡଷ୍ଟ୍ରିଆଲ ଷ୍ଟେଟ, ଭୁବନେଶ୍ୱର-୧୦ ଠିକଣାରେ ପହଞ୍ଚିବା ଆବଶ୍ୟକ। <box>6 167 284 196</box>
ad-code: D-73266 <box>94 1449 116 1456</box>
newspaper-logo <box>45 0 155 50</box>
section-title: ରାଜ୍ୟ <box>797 4 885 48</box>
zodiac-sign-icon: ♍ <box>728 718 770 760</box>
photo-caption: ରାଣୀ ପରିବାରବର୍ଗ <box>148 147 196 155</box>
ad-text: All types hair cutting, body massage by smart lady room services available. Contact: 9938582450. <box>240 1251 351 1313</box>
zodiac-entry <box>720 912 940 1018</box>
category-heading: PURCHASE <box>122 1232 233 1256</box>
classified-ad <box>240 899 351 975</box>
age-field: ବୟସ:.............................. <box>11 133 108 142</box>
classified-ad <box>5 1242 116 1318</box>
birthday-coupon <box>5 80 285 192</box>
birthday-title: ଜନ୍ମଦିନର ଶୁଭେଚ୍ଛା <box>9 89 137 111</box>
zodiac-sign-icon: ♈ <box>728 178 770 220</box>
proverb-left <box>12 254 142 331</box>
ad-text: Khordha Municipalityରେ PN College- Collectorate Office ମଧ୍ୟରେ boundary, electricity, Water ସହିତ plot ମିଳୁଅଛି। 9439101373, 7735888421. <box>122 983 233 1082</box>
ad-text: Mesmerizing, energetic body, mind qualitative relaxing massage experienced therapists. 9668374480. <box>357 467 468 529</box>
proverb-right <box>134 254 279 342</box>
ad-code: D-698 <box>332 764 347 771</box>
ad-text: Land for Sale near Adani Dhamra Port, Bhadrak. Area - 4 Acre 10 Decimal, Non Agri. Land (Converted to Gharabari), Clear Title of Land, Single Owner. Rate per Decimal - 2Lakhs, Connected to State Highway. Contact- 9738021978, 8917251410. <box>9 1068 112 1233</box>
zodiac-entry <box>720 372 940 478</box>
zodiac-name: ମିଥୁନ <box>720 374 780 389</box>
horoscope-panel <box>720 80 940 1465</box>
zodiac-name: ବିଛା <box>720 914 780 929</box>
zodiac-entry <box>720 804 940 910</box>
zodiac-name: ବୃଷ <box>720 266 780 281</box>
registration-mark <box>620 1485 640 1495</box>
ad-text: Newly open SPA positively health benefit with expert. Contact: 7749976301. <box>240 1195 351 1245</box>
zodiac-sign-icon: ♐ <box>728 1042 770 1084</box>
